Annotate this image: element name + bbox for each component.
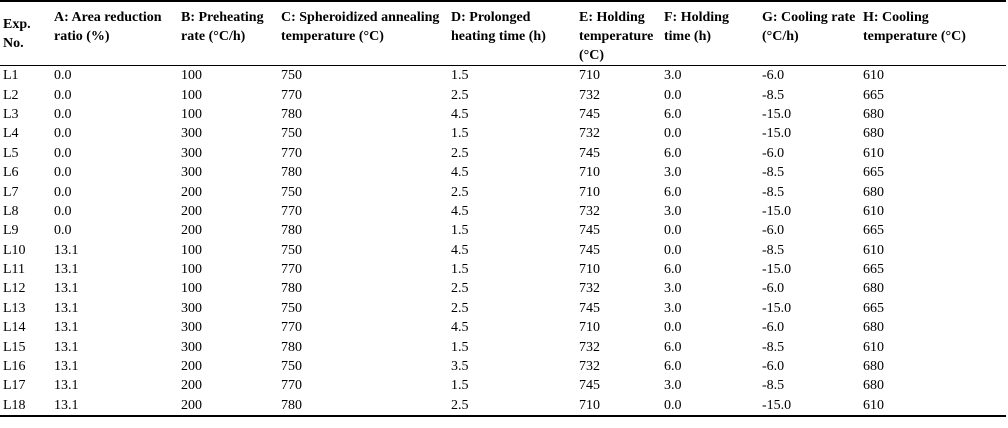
table-row [0, 144, 1006, 163]
cell-holding-time: 0.0 [664, 320, 682, 336]
cell-cooling-temperature: 610 [863, 242, 884, 258]
table-row [0, 124, 1006, 143]
cell-cooling-rate: -6.0 [762, 281, 785, 297]
cell-area-reduction-ratio: 0.0 [54, 145, 72, 161]
cell-cooling-rate: -8.5 [762, 165, 785, 181]
cell-cooling-rate: -15.0 [762, 126, 792, 142]
cell-prolonged-heating-time: 4.5 [451, 106, 469, 122]
cell-holding-time: 0.0 [664, 242, 682, 258]
table-row [0, 299, 1006, 318]
cell-cooling-temperature: 665 [863, 223, 884, 239]
cell-exp-no: L7 [3, 184, 19, 200]
cell-cooling-temperature: 680 [863, 184, 884, 200]
cell-cooling-rate: -15.0 [762, 203, 792, 219]
cell-holding-temperature: 732 [579, 126, 600, 142]
cell-cooling-temperature: 610 [863, 339, 884, 355]
cell-holding-temperature: 710 [579, 68, 600, 84]
cell-cooling-rate: -8.5 [762, 242, 785, 258]
cell-holding-time: 6.0 [664, 106, 682, 122]
cell-holding-temperature: 745 [579, 242, 600, 258]
header-area-reduction-ratio: A: Area reduction ratio (%) [54, 10, 162, 44]
cell-holding-time: 0.0 [664, 397, 682, 413]
header-spheroidized-annealing-temperature: C: Spheroidized annealing temperature (°C) [281, 10, 440, 44]
table-row [0, 66, 1006, 86]
cell-cooling-temperature: 610 [863, 203, 884, 219]
cell-annealing-temperature: 770 [281, 378, 302, 394]
cell-area-reduction-ratio: 13.1 [54, 262, 79, 278]
cell-area-reduction-ratio: 0.0 [54, 126, 72, 142]
table-row [0, 182, 1006, 201]
cell-annealing-temperature: 750 [281, 359, 302, 375]
cell-cooling-rate: -8.5 [762, 87, 785, 103]
cell-holding-temperature: 710 [579, 184, 600, 200]
cell-prolonged-heating-time: 2.5 [451, 281, 469, 297]
cell-annealing-temperature: 780 [281, 165, 302, 181]
cell-preheating-rate: 100 [181, 87, 202, 103]
cell-holding-temperature: 745 [579, 300, 600, 316]
cell-annealing-temperature: 750 [281, 68, 302, 84]
header-exp-no: Exp. No. [3, 16, 31, 51]
table-row [0, 376, 1006, 395]
cell-preheating-rate: 200 [181, 378, 202, 394]
cell-annealing-temperature: 780 [281, 281, 302, 297]
table-row [0, 318, 1006, 337]
cell-preheating-rate: 200 [181, 203, 202, 219]
cell-exp-no: L14 [3, 320, 26, 336]
cell-cooling-rate: -6.0 [762, 68, 785, 84]
cell-holding-temperature: 745 [579, 145, 600, 161]
cell-cooling-temperature: 680 [863, 359, 884, 375]
table-row [0, 85, 1006, 104]
cell-exp-no: L13 [3, 300, 26, 316]
cell-area-reduction-ratio: 13.1 [54, 378, 79, 394]
cell-holding-time: 6.0 [664, 339, 682, 355]
cell-prolonged-heating-time: 2.5 [451, 184, 469, 200]
cell-cooling-temperature: 610 [863, 145, 884, 161]
cell-exp-no: L16 [3, 359, 26, 375]
cell-exp-no: L1 [3, 68, 19, 84]
cell-area-reduction-ratio: 13.1 [54, 339, 79, 355]
cell-holding-temperature: 732 [579, 203, 600, 219]
cell-cooling-temperature: 610 [863, 397, 884, 413]
cell-prolonged-heating-time: 4.5 [451, 165, 469, 181]
cell-prolonged-heating-time: 1.5 [451, 378, 469, 394]
cell-annealing-temperature: 780 [281, 106, 302, 122]
cell-prolonged-heating-time: 1.5 [451, 126, 469, 142]
cell-cooling-temperature: 680 [863, 106, 884, 122]
cell-cooling-rate: -8.5 [762, 184, 785, 200]
cell-prolonged-heating-time: 4.5 [451, 242, 469, 258]
header-cooling-temperature: H: Cooling temperature (°C) [863, 10, 966, 44]
table-row [0, 337, 1006, 356]
cell-preheating-rate: 300 [181, 339, 202, 355]
cell-area-reduction-ratio: 13.1 [54, 242, 79, 258]
cell-area-reduction-ratio: 0.0 [54, 184, 72, 200]
cell-preheating-rate: 200 [181, 397, 202, 413]
cell-area-reduction-ratio: 13.1 [54, 300, 79, 316]
cell-annealing-temperature: 770 [281, 203, 302, 219]
cell-preheating-rate: 300 [181, 320, 202, 336]
cell-preheating-rate: 300 [181, 300, 202, 316]
cell-holding-temperature: 710 [579, 165, 600, 181]
cell-holding-time: 3.0 [664, 68, 682, 84]
cell-holding-time: 0.0 [664, 126, 682, 142]
cell-preheating-rate: 100 [181, 68, 202, 84]
table-header-row [0, 1, 1006, 66]
cell-preheating-rate: 300 [181, 165, 202, 181]
cell-area-reduction-ratio: 0.0 [54, 106, 72, 122]
cell-annealing-temperature: 770 [281, 87, 302, 103]
cell-annealing-temperature: 780 [281, 339, 302, 355]
cell-area-reduction-ratio: 13.1 [54, 320, 79, 336]
cell-holding-temperature: 732 [579, 281, 600, 297]
cell-area-reduction-ratio: 13.1 [54, 281, 79, 297]
cell-prolonged-heating-time: 1.5 [451, 223, 469, 239]
cell-preheating-rate: 100 [181, 242, 202, 258]
cell-holding-temperature: 710 [579, 262, 600, 278]
cell-holding-temperature: 710 [579, 397, 600, 413]
cell-annealing-temperature: 750 [281, 242, 302, 258]
cell-exp-no: L15 [3, 339, 26, 355]
cell-exp-no: L12 [3, 281, 26, 297]
table-row [0, 396, 1006, 416]
cell-exp-no: L8 [3, 203, 19, 219]
cell-prolonged-heating-time: 1.5 [451, 339, 469, 355]
cell-exp-no: L4 [3, 126, 19, 142]
cell-prolonged-heating-time: 2.5 [451, 397, 469, 413]
cell-preheating-rate: 300 [181, 145, 202, 161]
cell-holding-time: 6.0 [664, 262, 682, 278]
cell-area-reduction-ratio: 0.0 [54, 68, 72, 84]
cell-area-reduction-ratio: 0.0 [54, 87, 72, 103]
cell-cooling-temperature: 680 [863, 378, 884, 394]
cell-cooling-temperature: 665 [863, 87, 884, 103]
cell-cooling-temperature: 680 [863, 281, 884, 297]
cell-holding-time: 3.0 [664, 300, 682, 316]
cell-cooling-temperature: 665 [863, 165, 884, 181]
cell-prolonged-heating-time: 4.5 [451, 203, 469, 219]
header-cooling-rate: G: Cooling rate (°C/h) [762, 10, 856, 44]
cell-holding-time: 3.0 [664, 203, 682, 219]
cell-holding-time: 6.0 [664, 184, 682, 200]
table-row [0, 260, 1006, 279]
cell-exp-no: L3 [3, 106, 19, 122]
cell-prolonged-heating-time: 4.5 [451, 320, 469, 336]
cell-cooling-rate: -15.0 [762, 262, 792, 278]
cell-cooling-rate: -15.0 [762, 397, 792, 413]
cell-prolonged-heating-time: 2.5 [451, 87, 469, 103]
cell-holding-temperature: 745 [579, 223, 600, 239]
cell-annealing-temperature: 750 [281, 184, 302, 200]
cell-area-reduction-ratio: 0.0 [54, 165, 72, 181]
cell-holding-temperature: 745 [579, 378, 600, 394]
cell-holding-time: 6.0 [664, 359, 682, 375]
cell-holding-temperature: 732 [579, 87, 600, 103]
cell-cooling-temperature: 665 [863, 262, 884, 278]
cell-preheating-rate: 200 [181, 184, 202, 200]
cell-holding-temperature: 710 [579, 320, 600, 336]
cell-exp-no: L2 [3, 87, 19, 103]
cell-prolonged-heating-time: 3.5 [451, 359, 469, 375]
cell-exp-no: L5 [3, 145, 19, 161]
cell-cooling-rate: -6.0 [762, 145, 785, 161]
cell-preheating-rate: 200 [181, 223, 202, 239]
cell-cooling-temperature: 680 [863, 320, 884, 336]
cell-exp-no: L11 [3, 262, 26, 278]
table-row [0, 163, 1006, 182]
header-prolonged-heating-time: D: Prolonged heating time (h) [451, 10, 546, 44]
cell-holding-time: 0.0 [664, 87, 682, 103]
table-row [0, 221, 1006, 240]
cell-prolonged-heating-time: 1.5 [451, 262, 469, 278]
cell-cooling-rate: -15.0 [762, 106, 792, 122]
cell-holding-time: 3.0 [664, 281, 682, 297]
cell-prolonged-heating-time: 2.5 [451, 300, 469, 316]
cell-annealing-temperature: 770 [281, 320, 302, 336]
cell-cooling-rate: -6.0 [762, 223, 785, 239]
cell-holding-time: 3.0 [664, 165, 682, 181]
cell-cooling-rate: -8.5 [762, 339, 785, 355]
cell-exp-no: L9 [3, 223, 19, 239]
cell-area-reduction-ratio: 13.1 [54, 359, 79, 375]
header-holding-time: F: Holding time (h) [664, 10, 729, 44]
cell-holding-temperature: 745 [579, 106, 600, 122]
cell-holding-time: 3.0 [664, 378, 682, 394]
cell-exp-no: L6 [3, 165, 19, 181]
cell-annealing-temperature: 780 [281, 397, 302, 413]
cell-cooling-rate: -8.5 [762, 378, 785, 394]
cell-cooling-temperature: 610 [863, 68, 884, 84]
cell-holding-temperature: 732 [579, 339, 600, 355]
cell-exp-no: L18 [3, 397, 26, 413]
cell-preheating-rate: 100 [181, 106, 202, 122]
cell-area-reduction-ratio: 13.1 [54, 397, 79, 413]
cell-cooling-rate: -6.0 [762, 359, 785, 375]
cell-cooling-temperature: 665 [863, 300, 884, 316]
cell-area-reduction-ratio: 0.0 [54, 203, 72, 219]
cell-preheating-rate: 100 [181, 262, 202, 278]
cell-prolonged-heating-time: 2.5 [451, 145, 469, 161]
table-row [0, 279, 1006, 298]
cell-holding-temperature: 732 [579, 359, 600, 375]
cell-cooling-rate: -6.0 [762, 320, 785, 336]
header-preheating-rate: B: Preheating rate (°C/h) [181, 10, 264, 44]
cell-cooling-rate: -15.0 [762, 300, 792, 316]
table-row [0, 202, 1006, 221]
cell-annealing-temperature: 750 [281, 126, 302, 142]
table-body [0, 66, 1006, 417]
cell-annealing-temperature: 770 [281, 145, 302, 161]
cell-preheating-rate: 200 [181, 359, 202, 375]
cell-prolonged-heating-time: 1.5 [451, 68, 469, 84]
cell-holding-time: 6.0 [664, 145, 682, 161]
cell-preheating-rate: 100 [181, 281, 202, 297]
cell-area-reduction-ratio: 0.0 [54, 223, 72, 239]
table-row [0, 241, 1006, 260]
cell-cooling-temperature: 680 [863, 126, 884, 142]
table-row [0, 105, 1006, 124]
header-holding-temperature: E: Holding temperature (°C) [579, 10, 654, 63]
cell-holding-time: 0.0 [664, 223, 682, 239]
cell-annealing-temperature: 770 [281, 262, 302, 278]
cell-exp-no: L10 [3, 242, 26, 258]
cell-preheating-rate: 300 [181, 126, 202, 142]
cell-annealing-temperature: 750 [281, 300, 302, 316]
cell-exp-no: L17 [3, 378, 26, 394]
table-row [0, 357, 1006, 376]
cell-annealing-temperature: 780 [281, 223, 302, 239]
